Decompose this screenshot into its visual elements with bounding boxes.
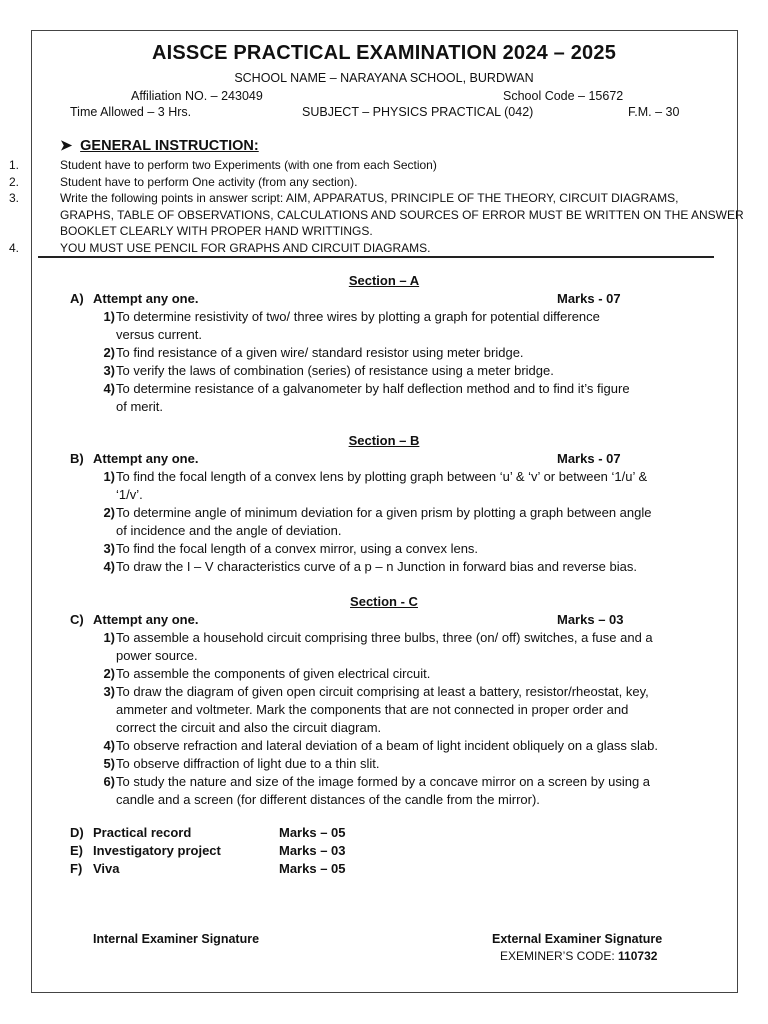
experiment-text: power source. bbox=[116, 648, 198, 663]
section-letter: C) bbox=[70, 612, 84, 627]
experiment-text: of incidence and the angle of deviation. bbox=[116, 523, 342, 538]
experiment-number: 2) bbox=[103, 505, 115, 520]
component-marks: Marks – 05 bbox=[279, 861, 346, 876]
component-letter: F) bbox=[70, 861, 83, 876]
full-marks: F.M. – 30 bbox=[628, 105, 680, 119]
instruction-text: Student have to perform two Experiments (with one from each Section) bbox=[60, 158, 437, 172]
component-marks: Marks – 03 bbox=[279, 843, 346, 858]
internal-examiner-signature: Internal Examiner Signature bbox=[93, 932, 260, 946]
component-marks: Marks – 05 bbox=[279, 825, 346, 840]
component-label: Investigatory project bbox=[93, 843, 221, 858]
attempt-instruction: Attempt any one. bbox=[93, 451, 199, 466]
section-marks: Marks – 03 bbox=[557, 612, 624, 627]
experiment-text: To find resistance of a given wire/ standard resistor using meter bridge. bbox=[116, 345, 524, 360]
experiment-number: 2) bbox=[103, 345, 115, 360]
experiment-number: 6) bbox=[103, 774, 115, 789]
section-marks: Marks - 07 bbox=[557, 451, 621, 466]
section-title: Section – B bbox=[348, 433, 420, 448]
section-letter: A) bbox=[70, 291, 84, 306]
experiment-text: To verify the laws of combination (series) of resistance using a meter bridge. bbox=[116, 363, 554, 378]
section-marks: Marks - 07 bbox=[557, 291, 621, 306]
section-title: Section - C bbox=[350, 594, 418, 609]
attempt-instruction: Attempt any one. bbox=[93, 612, 199, 627]
time-allowed: Time Allowed – 3 Hrs. bbox=[70, 105, 192, 119]
experiment-number: 1) bbox=[103, 469, 115, 484]
experiment-number: 4) bbox=[103, 559, 115, 574]
experiment-text: versus current. bbox=[116, 327, 202, 342]
experiment-text: To assemble a household circuit comprising three bulbs, three (on/ off) switches, a fuse and a bbox=[116, 630, 653, 645]
component-letter: D) bbox=[70, 825, 84, 840]
experiment-text: To draw the diagram of given open circuit comprising at least a battery, resistor/rheostat, key, bbox=[116, 684, 649, 699]
experiment-number: 3) bbox=[103, 684, 115, 699]
experiment-text: ammeter and voltmeter. Mark the components that are not connected in proper order and bbox=[116, 702, 629, 717]
examiner-code-label: EXEMINER’S CODE: bbox=[500, 949, 619, 963]
experiment-number: 1) bbox=[103, 630, 115, 645]
experiment-text: To determine angle of minimum deviation for a given prism by plotting a graph between angle bbox=[116, 505, 652, 520]
exam-title: AISSCE PRACTICAL EXAMINATION 2024 – 2025 bbox=[151, 42, 617, 64]
experiment-text: of merit. bbox=[116, 399, 163, 414]
experiment-number: 3) bbox=[103, 541, 115, 556]
section-letter: B) bbox=[70, 451, 84, 466]
instruction-text: Student have to perform One activity (from any section). bbox=[60, 174, 358, 189]
external-examiner-signature: External Examiner Signature bbox=[492, 932, 663, 946]
component-label: Practical record bbox=[93, 825, 192, 840]
experiment-text: To study the nature and size of the image formed by a concave mirror on a screen by using a bbox=[116, 774, 651, 789]
arrow-bullet-icon: ➤ bbox=[60, 138, 73, 154]
school-code: School Code – 15672 bbox=[503, 89, 624, 103]
experiment-number: 4) bbox=[103, 738, 115, 753]
instruction-number: 3. bbox=[9, 191, 20, 205]
instruction-text: BOOKLET CLEARLY WITH PROPER HAND WRITTINGS. bbox=[60, 224, 373, 238]
experiment-text: To observe refraction and lateral deviation of a beam of light incident obliquely on a glass slab. bbox=[116, 738, 658, 753]
examiner-code bbox=[500, 949, 657, 963]
instruction-text: GRAPHS, TABLE OF OBSERVATIONS, CALCULATIONS AND SOURCES OF ERROR MUST BE WRITTEN ON THE ANSWER bbox=[60, 207, 744, 222]
experiment-number: 2) bbox=[103, 666, 115, 681]
experiment-text: To find the focal length of a convex mirror, using a convex lens. bbox=[116, 541, 479, 556]
subject: SUBJECT – PHYSICS PRACTICAL (042) bbox=[302, 105, 534, 119]
experiment-text: To assemble the components of given electrical circuit. bbox=[116, 666, 431, 681]
experiment-text: To draw the I – V characteristics curve of a p – n Junction in forward bias and reverse bias. bbox=[116, 559, 637, 574]
affiliation-number: Affiliation NO. – 243049 bbox=[131, 89, 263, 103]
instruction-text: Write the following points in answer script: AIM, APPARATUS, PRINCIPLE OF THE THEORY, CIRCUIT DIAGRAMS, bbox=[60, 191, 679, 205]
general-instruction-heading: ➤ GENERAL INSTRUCTION: bbox=[60, 138, 259, 154]
component-letter: E) bbox=[70, 843, 83, 858]
examiner-code-value: 110732 bbox=[618, 949, 658, 963]
instruction-text: YOU MUST USE PENCIL FOR GRAPHS AND CIRCUIT DIAGRAMS. bbox=[60, 240, 431, 255]
instruction-number: 1. bbox=[9, 158, 20, 172]
attempt-instruction: Attempt any one. bbox=[93, 291, 199, 306]
instruction-number: 4. bbox=[9, 240, 20, 255]
experiment-text: To find the focal length of a convex lens by plotting graph between ‘u’ & ‘v’ or between ‘1/u’ & bbox=[116, 469, 648, 484]
school-name: SCHOOL NAME – NARAYANA SCHOOL, BURDWAN bbox=[234, 71, 534, 85]
experiment-number: 4) bbox=[103, 381, 115, 396]
component-label: Viva bbox=[93, 861, 120, 876]
experiment-number: 3) bbox=[103, 363, 115, 378]
divider bbox=[38, 256, 714, 258]
experiment-text: candle and a screen (for different distances of the candle from the mirror). bbox=[116, 792, 540, 807]
section-title: Section – A bbox=[348, 273, 420, 288]
experiment-number: 1) bbox=[103, 309, 115, 324]
instruction-number: 2. bbox=[9, 174, 20, 189]
experiment-text: correct the circuit and also the circuit diagram. bbox=[116, 720, 382, 735]
experiment-text: ‘1/v’. bbox=[116, 487, 143, 502]
experiment-text: To observe diffraction of light due to a thin slit. bbox=[116, 756, 380, 771]
experiment-text: To determine resistance of a galvanometer by half deflection method and to find it’s figure bbox=[116, 381, 630, 396]
experiment-text: To determine resistivity of two/ three wires by plotting a graph for potential difference bbox=[116, 309, 600, 324]
experiment-number: 5) bbox=[103, 756, 115, 771]
